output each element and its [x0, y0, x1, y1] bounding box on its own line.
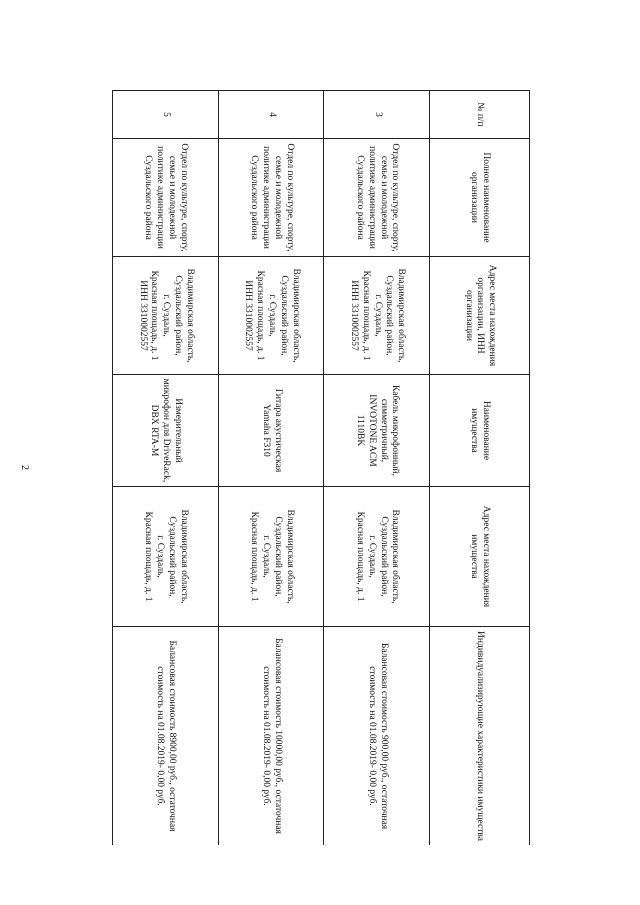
- cell-item-address: Владимирская область, Суздальский район, г. Суздаль, Красная площадь, д. 1: [113, 487, 219, 627]
- page-number: 2: [19, 465, 30, 470]
- rotated-table-container: [112, 90, 530, 845]
- header-org: Полное наименование организации: [430, 139, 530, 257]
- header-org-address: Адрес места нахождения организации, ИНН организации: [430, 257, 530, 375]
- cell-item-address: Владимирская область, Суздальский район, г. Суздаль, Красная площадь, д. 1: [324, 487, 430, 627]
- cell-item-address: Владимирская область, Суздальский район, г. Суздаль, Красная площадь, д. 1: [218, 487, 324, 627]
- table-row: [218, 91, 324, 846]
- cell-org-address: Владимирская область, Суздальский район, г. Суздаль, Красная площадь, д. 1 ИНН 3310002557: [218, 257, 324, 375]
- cell-characteristics: Балансовая стоимость 10000,00 руб., остаточная стоимость на 01.08.2019- 0,00 руб.: [218, 627, 324, 846]
- table-row: [324, 91, 430, 846]
- cell-org: Отдел по культуре, спорту, семье и молодежной политике администрации Суздальского района: [324, 139, 430, 257]
- cell-num: 4: [218, 91, 324, 139]
- cell-org: Отдел по культуре, спорту, семье и молодежной политике администрации Суздальского района: [113, 139, 219, 257]
- cell-characteristics: Балансовая стоимость 900,00 руб., остаточная стоимость на 01.08.2019- 0,00 руб.: [324, 627, 430, 846]
- table-row: [113, 91, 219, 846]
- cell-org: Отдел по культуре, спорту, семье и молодежной политике администрации Суздальского района: [218, 139, 324, 257]
- cell-org-address: Владимирская область, Суздальский район, г. Суздаль, Красная площадь, д. 1 ИНН 3310002557: [324, 257, 430, 375]
- cell-characteristics: Балансовая стоимость 8900,00 руб., остаточная стоимость на 01.08.2019- 0,00 руб.: [113, 627, 219, 846]
- cell-item: Измерительный микрофон для DriveRack, DBX RTA-M: [113, 375, 219, 487]
- cell-item: Гитара акустическая Yamaha F310: [218, 375, 324, 487]
- cell-num: 3: [324, 91, 430, 139]
- cell-item: Кабель микрофонный, симметричный, INVOTONE ACM 1110BK: [324, 375, 430, 487]
- cell-num: 5: [113, 91, 219, 139]
- property-table: [112, 90, 530, 845]
- table-header-row: [430, 91, 530, 846]
- header-item: Наименование имущества: [430, 375, 530, 487]
- header-characteristics: Индивидуализирующие характеристики имущества: [430, 627, 530, 846]
- header-num: № п/п: [430, 91, 530, 139]
- cell-org-address: Владимирская область, Суздальский район, г. Суздаль, Красная площадь, д. 1 ИНН 3310002557: [113, 257, 219, 375]
- header-item-address: Адрес места нахождения имущества: [430, 487, 530, 627]
